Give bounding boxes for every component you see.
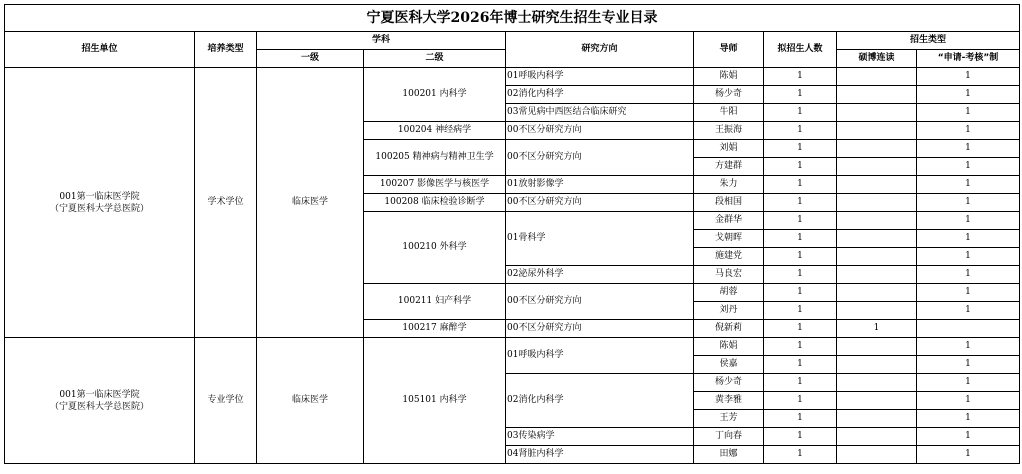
header-planned: 拟招生人数 — [764, 32, 837, 68]
direction-cell: 00不区分研究方向 — [506, 122, 694, 140]
master-doctor-cell — [837, 158, 917, 176]
apply-assess-cell: 1 — [917, 194, 1020, 212]
level2-cell: 105101 内科学 — [364, 338, 506, 464]
planned-count-cell: 1 — [764, 248, 837, 266]
supervisor-cell: 金群华 — [694, 212, 764, 230]
master-doctor-cell — [837, 230, 917, 248]
apply-assess-cell: 1 — [917, 140, 1020, 158]
planned-count-cell: 1 — [764, 446, 837, 464]
supervisor-cell: 陈娟 — [694, 68, 764, 86]
unit-cell — [5, 338, 195, 464]
supervisor-cell: 戈朝晖 — [694, 230, 764, 248]
header-master-doctor: 硕博连读 — [837, 50, 917, 68]
planned-count-cell: 1 — [764, 140, 837, 158]
direction-cell: 00不区分研究方向 — [506, 320, 694, 338]
direction-cell: 00不区分研究方向 — [506, 194, 694, 212]
apply-assess-cell: 1 — [917, 284, 1020, 302]
planned-count-cell: 1 — [764, 338, 837, 356]
level2-cell: 100204 神经病学 — [364, 122, 506, 140]
catalog-body — [5, 68, 1020, 464]
apply-assess-cell: 1 — [917, 230, 1020, 248]
planned-count-cell: 1 — [764, 266, 837, 284]
master-doctor-cell — [837, 248, 917, 266]
direction-cell: 01呼吸内科学 — [506, 68, 694, 86]
master-doctor-cell — [837, 338, 917, 356]
supervisor-cell: 朱力 — [694, 176, 764, 194]
planned-count-cell: 1 — [764, 122, 837, 140]
apply-assess-cell: 1 — [917, 212, 1020, 230]
direction-cell: 01骨科学 — [506, 212, 694, 266]
supervisor-cell: 施建党 — [694, 248, 764, 266]
direction-cell: 02消化内科学 — [506, 374, 694, 428]
planned-count-cell: 1 — [764, 212, 837, 230]
header-level2: 二级 — [364, 50, 506, 68]
master-doctor-cell — [837, 446, 917, 464]
master-doctor-cell — [837, 392, 917, 410]
direction-cell: 00不区分研究方向 — [506, 284, 694, 320]
training-type-cell: 专业学位 — [195, 338, 257, 464]
direction-cell: 03传染病学 — [506, 428, 694, 446]
apply-assess-cell: 1 — [917, 176, 1020, 194]
supervisor-cell: 胡蓉 — [694, 284, 764, 302]
apply-assess-cell: 1 — [917, 104, 1020, 122]
header-supervisor: 导师 — [694, 32, 764, 68]
master-doctor-cell — [837, 374, 917, 392]
master-doctor-cell — [837, 194, 917, 212]
level2-cell: 100208 临床检验诊断学 — [364, 194, 506, 212]
level1-cell: 临床医学 — [257, 68, 364, 338]
level2-cell: 100210 外科学 — [364, 212, 506, 284]
header-apply-assess: “申请-考核”制 — [917, 50, 1020, 68]
apply-assess-cell: 1 — [917, 446, 1020, 464]
direction-cell: 04肾脏内科学 — [506, 446, 694, 464]
master-doctor-cell — [837, 284, 917, 302]
direction-cell: 02消化内科学 — [506, 86, 694, 104]
supervisor-cell: 马良宏 — [694, 266, 764, 284]
supervisor-cell: 刘丹 — [694, 302, 764, 320]
level2-cell: 100217 麻醉学 — [364, 320, 506, 338]
planned-count-cell: 1 — [764, 230, 837, 248]
table-row — [5, 338, 1020, 356]
planned-count-cell: 1 — [764, 392, 837, 410]
catalog-document — [4, 4, 1020, 464]
planned-count-cell: 1 — [764, 104, 837, 122]
unit-name: 001第一临床医学院 — [59, 191, 140, 202]
direction-cell: 00不区分研究方向 — [506, 140, 694, 176]
header-unit: 招生单位 — [5, 32, 195, 68]
apply-assess-cell: 1 — [917, 374, 1020, 392]
supervisor-cell: 王振海 — [694, 122, 764, 140]
direction-cell: 01呼吸内科学 — [506, 338, 694, 374]
header-subject: 学科 — [257, 32, 506, 50]
apply-assess-cell: 1 — [917, 302, 1020, 320]
level2-cell: 100205 精神病与精神卫生学 — [364, 140, 506, 176]
apply-assess-cell: 1 — [917, 248, 1020, 266]
apply-assess-cell: 1 — [917, 158, 1020, 176]
apply-assess-cell: 1 — [917, 428, 1020, 446]
supervisor-cell: 方建群 — [694, 158, 764, 176]
apply-assess-cell: 1 — [917, 338, 1020, 356]
master-doctor-cell — [837, 410, 917, 428]
supervisor-cell: 黄李雅 — [694, 392, 764, 410]
header-training-type: 培养类型 — [195, 32, 257, 68]
unit-hospital: （宁夏医科大学总医院） — [49, 203, 149, 214]
planned-count-cell: 1 — [764, 320, 837, 338]
level2-cell: 100207 影像医学与核医学 — [364, 176, 506, 194]
catalog-table — [4, 4, 1020, 464]
supervisor-cell: 倪新莉 — [694, 320, 764, 338]
master-doctor-cell: 1 — [837, 320, 917, 338]
planned-count-cell: 1 — [764, 410, 837, 428]
unit-hospital: （宁夏医科大学总医院） — [49, 401, 149, 412]
table-row — [5, 68, 1020, 86]
master-doctor-cell — [837, 356, 917, 374]
supervisor-cell: 刘娟 — [694, 140, 764, 158]
planned-count-cell: 1 — [764, 176, 837, 194]
master-doctor-cell — [837, 428, 917, 446]
master-doctor-cell — [837, 302, 917, 320]
apply-assess-cell: 1 — [917, 410, 1020, 428]
master-doctor-cell — [837, 86, 917, 104]
planned-count-cell: 1 — [764, 284, 837, 302]
apply-assess-cell: 1 — [917, 68, 1020, 86]
master-doctor-cell — [837, 140, 917, 158]
document-title: 宁夏医科大学2026年博士研究生招生专业目录 — [5, 5, 1020, 32]
header-direction: 研究方向 — [506, 32, 694, 68]
supervisor-cell: 侯嘉 — [694, 356, 764, 374]
master-doctor-cell — [837, 68, 917, 86]
unit-cell — [5, 68, 195, 338]
apply-assess-cell: 1 — [917, 266, 1020, 284]
direction-cell: 02泌尿外科学 — [506, 266, 694, 284]
apply-assess-cell: 1 — [917, 122, 1020, 140]
level2-cell: 100201 内科学 — [364, 68, 506, 122]
header-enroll-type: 招生类型 — [837, 32, 1020, 50]
supervisor-cell: 杨少奇 — [694, 86, 764, 104]
master-doctor-cell — [837, 104, 917, 122]
supervisor-cell: 丁向春 — [694, 428, 764, 446]
master-doctor-cell — [837, 122, 917, 140]
planned-count-cell: 1 — [764, 302, 837, 320]
planned-count-cell: 1 — [764, 194, 837, 212]
level1-cell: 临床医学 — [257, 338, 364, 464]
apply-assess-cell: 1 — [917, 356, 1020, 374]
supervisor-cell: 杨少奇 — [694, 374, 764, 392]
training-type-cell: 学术学位 — [195, 68, 257, 338]
unit-name: 001第一临床医学院 — [59, 389, 140, 400]
supervisor-cell: 王芳 — [694, 410, 764, 428]
supervisor-cell: 田娜 — [694, 446, 764, 464]
planned-count-cell: 1 — [764, 158, 837, 176]
header-level1: 一级 — [257, 50, 364, 68]
planned-count-cell: 1 — [764, 374, 837, 392]
direction-cell: 01放射影像学 — [506, 176, 694, 194]
apply-assess-cell — [917, 320, 1020, 338]
direction-cell: 03常见病中西医结合临床研究 — [506, 104, 694, 122]
supervisor-cell: 牛阳 — [694, 104, 764, 122]
supervisor-cell: 陈娟 — [694, 338, 764, 356]
apply-assess-cell: 1 — [917, 392, 1020, 410]
planned-count-cell: 1 — [764, 356, 837, 374]
apply-assess-cell: 1 — [917, 86, 1020, 104]
level2-cell: 100211 妇产科学 — [364, 284, 506, 320]
planned-count-cell: 1 — [764, 428, 837, 446]
master-doctor-cell — [837, 176, 917, 194]
master-doctor-cell — [837, 266, 917, 284]
master-doctor-cell — [837, 212, 917, 230]
planned-count-cell: 1 — [764, 68, 837, 86]
supervisor-cell: 段相国 — [694, 194, 764, 212]
planned-count-cell: 1 — [764, 86, 837, 104]
